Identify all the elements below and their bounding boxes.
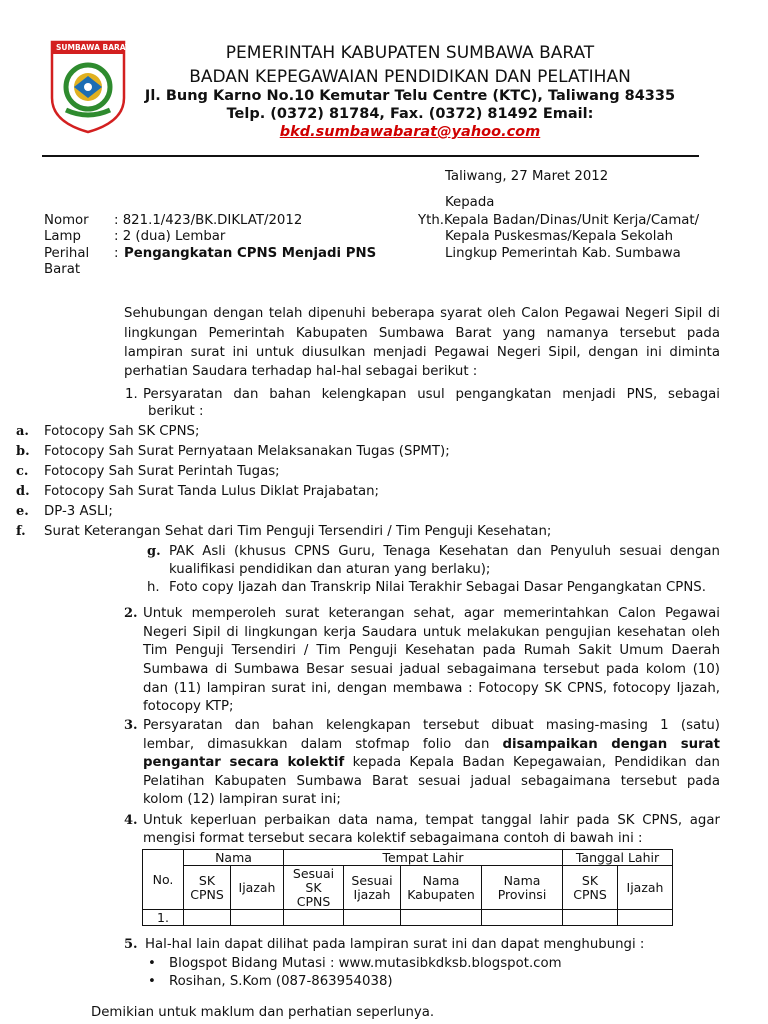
nomor-label: Nomor [44,213,89,228]
data-correction-table [142,849,673,926]
header-label: Nama [503,872,541,888]
lamp-value: : 2 (dua) Lembar [114,229,226,244]
table-cell [184,910,231,926]
sub-item-g-line-1: PAK Asli (khusus CPNS Guru, Tenaga Kesehatan dan Penyuluh sesuai dengan [169,544,720,559]
sub-item-h-text: Foto copy Ijazah dan Transkrip Nilai Terakhir Sebagai Dasar Pengangkatan CPNS. [169,580,706,595]
item-3-line-3-plain: kepada Kepala Badan Kepegawaian, Pendidikan dan [344,755,720,770]
header-label: Ijazah [353,886,391,902]
col-nama-ijazah: Ijazah [231,866,284,910]
col-tgl-ijazah: Ijazah [618,866,673,910]
intro-line-2: lingkungan Pemerintah Kabupaten Sumbawa Barat yang namanya tersebut pada [124,326,720,341]
item-3-line-4: Pelatihan Kabupaten Sumbawa Barat sesuai jadual sebagaimana tersebut pada [143,774,720,789]
intro-line-4: perhatian Saudara terhadap hal-hal sebagai berikut : [124,364,478,379]
table-cell [231,910,284,926]
item-2-line-2: Negeri Sipil di lingkungan kerja Saudara untuk melakukan pengujian kesehatan oleh [143,625,720,640]
item-3-line-2 [143,735,720,754]
sub-item-f-text: Surat Keterangan Sehat dari Tim Penguji Tersendiri / Tim Penguji Kesehatan; [44,524,552,539]
item-3-line-3 [143,753,720,772]
contact-blog: Blogspot Bidang Mutasi : www.mutasibkdksb.blogspot.com [169,956,562,971]
closing-line: Demikian untuk maklum dan perhatian seperlunya. [91,1005,435,1020]
item-3-line-5: kolom (12) lampiran surat ini; [143,792,341,807]
sub-item-b-marker: b. [16,444,30,459]
sub-item-b-text: Fotocopy Sah Surat Pernyataan Melaksanakan Tugas (SPMT); [44,444,450,459]
addressee-line-3: Lingkup Pemerintah Kab. Sumbawa [445,246,681,261]
item-1-line-2: berikut : [148,404,204,419]
col-tempat-lahir-header: Tempat Lahir [284,850,563,866]
col-tl-sesuai-sk [284,866,344,910]
item-3-line-3-bold: pengantar secara kolektif [143,755,345,770]
perihal-value: Pengangkatan CPNS Menjadi PNS [124,246,377,261]
header-label: Sesuai [351,872,393,888]
item-5-text: Hal-hal lain dapat dilihat pada lampiran surat ini dan dapat menghubungi : [145,937,645,952]
header-label: SK [198,872,216,888]
col-nama-header: Nama [184,850,284,866]
item-2-line-3: Tim Penguji Tersendiri / Tim Penguji Kesehatan pada Rumah Sakit Umum Daerah [143,643,720,658]
addressee-label: Kepada [445,195,495,210]
col-nama-sk-cpns [184,866,231,910]
agency-contact: Telp. (0372) 81784, Fax. (0372) 81492 Email: [226,106,594,122]
sub-item-e-marker: e. [16,504,29,519]
table-cell [344,910,401,926]
letter-date: Taliwang, 27 Maret 2012 [445,169,609,184]
sub-item-g-marker: g. [147,544,161,559]
sub-item-c-text: Fotocopy Sah Surat Perintah Tugas; [44,464,280,479]
sub-item-a-marker: a. [16,424,29,439]
item-3-line-1: Persyaratan dan bahan kelengkapan tersebut dibuat masing-masing 1 (satu) [143,718,720,733]
addressee-line-1: Yth.Kepala Badan/Dinas/Unit Kerja/Camat/ [418,213,700,228]
table-cell [482,910,563,926]
header-label: CPNS [573,886,607,902]
header-label: Kabupaten [407,886,475,902]
perihal-label: Perihal [44,246,90,261]
intro-line-3: lampiran surat ini untuk diusulkan menjadi Pegawai Negeri Sipil, dengan ini diminta [124,345,720,360]
col-tl-kabupaten [401,866,482,910]
letterhead-divider [42,155,699,157]
government-title: PEMERINTAH KABUPATEN SUMBAWA BARAT [225,43,595,63]
table-cell [618,910,673,926]
table-cell [401,910,482,926]
item-4-line-1: Untuk keperluan perbaikan data nama, tempat tanggal lahir pada SK CPNS, agar [143,813,720,828]
col-tl-provinsi [482,866,563,910]
item-2-line-4: Sumbawa di Sumbawa Besar sesuai jadual sebagaimana tersebut pada kolom (10) [143,662,720,677]
bullet-icon: • [148,974,156,989]
item-4-marker: 4. [124,813,138,828]
col-tanggal-lahir-header: Tanggal Lahir [563,850,673,866]
table-cell [284,910,344,926]
bullet-icon: • [148,956,156,971]
coat-of-arms-icon [49,40,127,134]
col-tgl-sk-cpns [563,866,618,910]
sub-item-e-text: DP-3 ASLI; [44,504,113,519]
contact-person: Rosihan, S.Kom (087-863954038) [169,974,393,989]
sub-item-h-marker: h. [147,580,160,595]
sub-item-g-line-2: kualifikasi pendidikan dan aturan yang berlaku); [169,562,491,577]
item-2-line-6: fotocopy KTP; [143,699,234,714]
intro-line-1: Sehubungan dengan telah dipenuhi beberapa syarat oleh Calon Pegawai Negeri Sipil di [124,306,720,321]
sub-item-d-marker: d. [16,484,30,499]
agency-address: Jl. Bung Karno No.10 Kemutar Telu Centre (KTC), Taliwang 84335 [144,88,676,104]
header-label: Sesuai [292,865,335,881]
header-label: SK [581,872,599,888]
col-tl-sesuai-ijazah [344,866,401,910]
header-label: CPNS [190,886,224,902]
sub-item-d-text: Fotocopy Sah Surat Tanda Lulus Diklat Prajabatan; [44,484,380,499]
nomor-value: : 821.1/423/BK.DIKLAT/2012 [114,213,303,228]
item-2-marker: 2. [124,606,138,621]
header-label: SK [305,879,322,895]
lamp-label: Lamp [44,229,81,244]
table-row [143,910,673,926]
item-1-marker: 1. [125,387,138,402]
sub-item-a-text: Fotocopy Sah SK CPNS; [44,424,200,439]
regency-logo [49,40,131,134]
item-4-line-2: mengisi format tersebut secara kolektif sebagaimana contoh di bawah ini : [143,831,643,846]
email-link[interactable]: bkd.sumbawabarat@yahoo.com [279,124,541,140]
addressee-line-4: Barat [44,262,81,277]
col-no-header: No. [143,850,184,910]
row-no: 1. [143,910,184,926]
agency-title: BADAN KEPEGAWAIAN PENDIDIKAN DAN PELATIHAN [189,67,631,87]
sub-item-f-marker: f. [16,524,26,539]
header-label: CPNS [296,893,331,909]
sub-item-c-marker: c. [16,464,29,479]
logo-banner-text: SUMBAWA BARAT [56,43,131,52]
perihal-colon: : [114,246,119,261]
item-3-line-2-bold: disampaikan dengan surat [502,737,720,752]
item-3-marker: 3. [124,718,138,733]
header-label: Nama [422,872,460,888]
item-5-marker: 5. [124,937,138,952]
item-2-line-5: dan (11) lampiran surat ini, dengan membawa : Fotocopy SK CPNS, fotocopy Ijazah, [143,681,720,696]
addressee-line-2: Kepala Puskesmas/Kepala Sekolah [445,229,674,244]
item-3-line-2-plain: lembar, dimasukkan dalam stofmap folio dan [143,737,503,752]
header-label: Provinsi [497,886,547,902]
item-2-line-1: Untuk memperoleh surat keterangan sehat, agar memerintahkan Calon Pegawai [143,606,720,621]
item-1-line-1: Persyaratan dan bahan kelengkapan usul pengangkatan menjadi PNS, sebagai [143,387,720,402]
table-cell [563,910,618,926]
